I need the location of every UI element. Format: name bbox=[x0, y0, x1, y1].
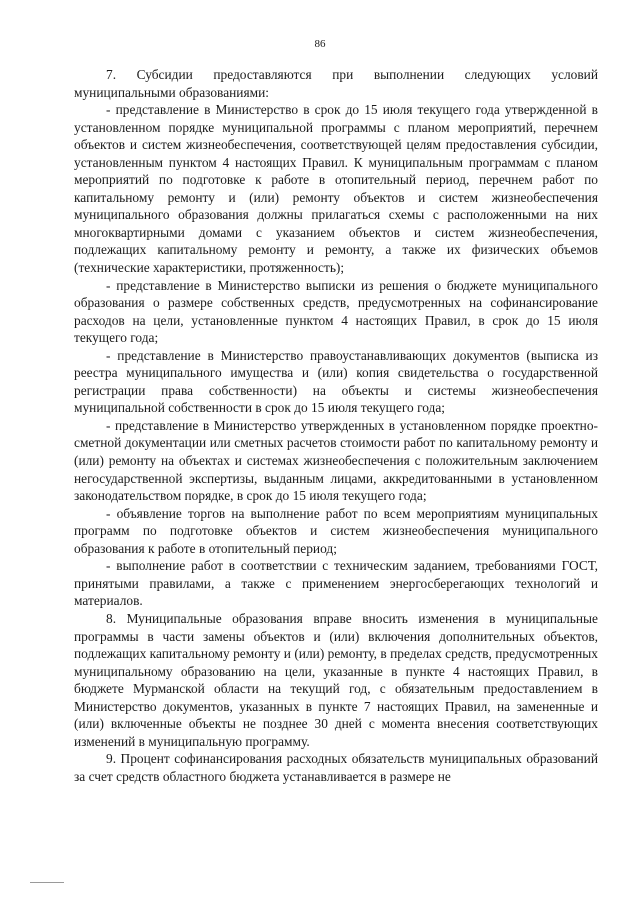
paragraph-9: 9. Процент софинансирования расходных обязательств муниципальных образований за счет средств областного бюджета устанавливается в размере не bbox=[74, 751, 598, 784]
condition-works-execution: - выполнение работ в соответствии с техническим заданием, требованиями ГОСТ, принятыми правилами, а также с применением энергосберегающих технологий и материалов. bbox=[74, 558, 598, 609]
condition-design-estimates: - представление в Министерство утвержденных в установленном порядке проектно-сметной документации или сметных расчетов стоимости работ по капитальному ремонту и (или) ремонту на объектах и системах жизнеобеспечения с положительным заключением негосударственной экспертизы, выданным лицами, аккредитованными в установленном законодательством порядке, в срок до 15 июля текущего года; bbox=[74, 417, 598, 504]
footer-rule bbox=[30, 882, 64, 883]
page-number: 86 bbox=[314, 38, 326, 50]
condition-program: - представление в Министерство в срок до 15 июля текущего года утвержденной в установленном порядке муниципальной программы с планом мероприятий, перечнем объектов и систем жизнеобеспечения, соответствующей целям предоставления субсидии, установленным пунктом 4 настоящих Правил. К муниципальным программам с планом мероприятий по подготовке к работе в отопительный период, перечнем работ по капитальному ремонту и (или) ремонту объектов и систем жизнеобеспечения муниципального образования должны прилагаться схемы с расположенными на них многоквартирными домами с указанием объектов и систем жизнеобеспечения, подлежащих капитальному ремонту и ремонту, а также их физических объемов (технические характеристики, протяженность); bbox=[74, 102, 598, 276]
condition-tenders: - объявление торгов на выполнение работ по всем мероприятиям муниципальных программ по подготовке объектов и систем жизнеобеспечения муниципального образования к работе в отопительный период; bbox=[74, 505, 598, 556]
condition-title-documents: - представление в Министерство правоустанавливающих документов (выписка из реестра муниципального имущества и (или) копия свидетельства о государственной регистрации права собственности) на объекты и системы жизнеобеспечения муниципальной собственности в срок до 15 июля текущего года; bbox=[74, 347, 598, 416]
condition-budget-extract: - представление в Министерство выписки из решения о бюджете муниципального образования о размере собственных средств, предусмотренных на софинансирование расходов на цели, установленные пунктом 4 настоящих Правил, в срок до 15 июля текущего года; bbox=[74, 277, 598, 346]
document-body bbox=[74, 66, 598, 785]
paragraph-8: 8. Муниципальные образования вправе вносить изменения в муниципальные программы в части замены объектов и (или) включения дополнительных объектов, подлежащих капитальному ремонту и (или) ремонту, в пределах средств, предусмотренных муниципальному образованию на цели, указанные в пункте 4 настоящих Правил, в бюджете Мурманской области на текущий год, с обязательным предоставлением в Министерство документов, указанных в пункте 7 настоящих Правил, на замененные и (или) включенные объекты не позднее 30 дней с момента внесения соответствующих изменений в муниципальную программу. bbox=[74, 610, 598, 749]
paragraph-7-intro: 7. Субсидии предоставляются при выполнении следующих условий муниципальными образованиями: bbox=[74, 67, 598, 100]
